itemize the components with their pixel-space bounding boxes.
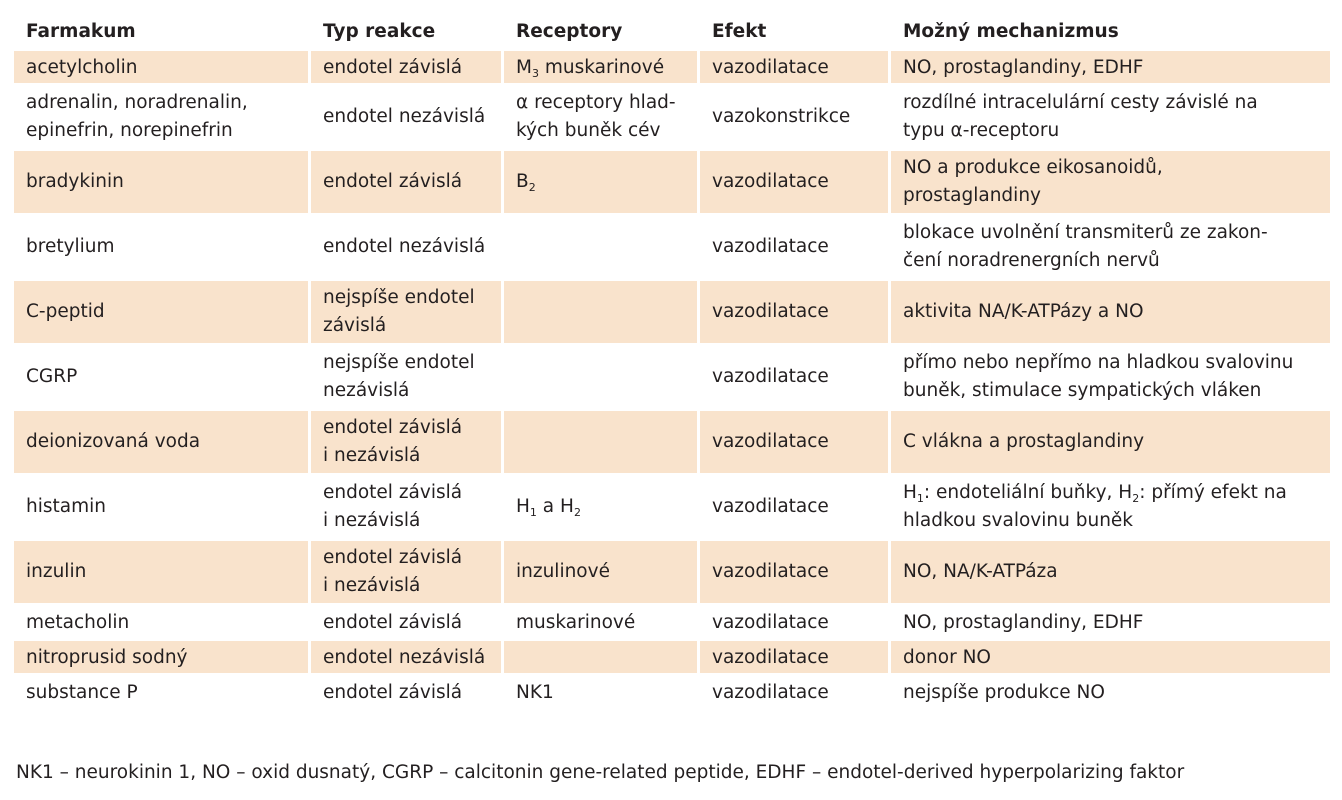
cell-mechanizmus: NO, prostaglandiny, EDHF (891, 606, 1330, 641)
table-header-row (14, 14, 1330, 51)
cell-efekt: vazodilatace (700, 606, 891, 641)
cell-farmakum: inzulin (14, 541, 311, 606)
cell-farmakum: acetylcholin (14, 51, 311, 86)
table-row (14, 641, 1330, 676)
cell-farmakum: bretylium (14, 216, 311, 281)
cell-receptory: α receptory hlad- kých buněk cév (504, 86, 700, 151)
cell-receptory (504, 411, 700, 476)
cell-farmakum: CGRP (14, 346, 311, 411)
cell-typ-reakce: endotel závislá (311, 676, 504, 711)
cell-typ-reakce: endotel závislá (311, 606, 504, 641)
table-row (14, 541, 1330, 606)
column-header-typ-reakce: Typ reakce (311, 14, 504, 51)
cell-receptory: $M_3$ muskarinové (504, 51, 700, 86)
cell-receptory (504, 281, 700, 346)
cell-mechanizmus: donor NO (891, 641, 1330, 676)
cell-mechanizmus: $H_1$: endoteliální buňky, $H_2$: přímý efekt na hladkou svalovinu buněk (891, 476, 1330, 541)
cell-receptory (504, 216, 700, 281)
cell-typ-reakce: endotel závislá i nezávislá (311, 541, 504, 606)
cell-farmakum: adrenalin, noradrenalin, epinefrin, norepinefrin (14, 86, 311, 151)
cell-farmakum: substance P (14, 676, 311, 711)
cell-typ-reakce: endotel nezávislá (311, 641, 504, 676)
table-row (14, 51, 1330, 86)
cell-farmakum: histamin (14, 476, 311, 541)
cell-mechanizmus: blokace uvolnění transmiterů ze zakon- čení noradrenergních nervů (891, 216, 1330, 281)
cell-receptory: $H_1$ a $H_2$ (504, 476, 700, 541)
cell-typ-reakce: endotel závislá i nezávislá (311, 411, 504, 476)
cell-typ-reakce: nejspíše endotel nezávislá (311, 346, 504, 411)
column-header-efekt: Efekt (700, 14, 891, 51)
cell-typ-reakce: endotel nezávislá (311, 86, 504, 151)
cell-mechanizmus: nejspíše produkce NO (891, 676, 1330, 711)
cell-efekt: vazodilatace (700, 51, 891, 86)
table-row (14, 151, 1330, 216)
cell-farmakum: nitroprusid sodný (14, 641, 311, 676)
cell-typ-reakce: endotel nezávislá (311, 216, 504, 281)
table-row (14, 346, 1330, 411)
cell-mechanizmus: přímo nebo nepřímo na hladkou svalovinu buněk, stimulace sympatických vláken (891, 346, 1330, 411)
cell-farmakum: deionizovaná voda (14, 411, 311, 476)
cell-efekt: vazodilatace (700, 541, 891, 606)
cell-efekt: vazodilatace (700, 281, 891, 346)
cell-efekt: vazokonstrikce (700, 86, 891, 151)
table-row (14, 411, 1330, 476)
column-header-farmakum: Farmakum (14, 14, 311, 51)
cell-mechanizmus: C vlákna a prostaglandiny (891, 411, 1330, 476)
cell-mechanizmus: NO, prostaglandiny, EDHF (891, 51, 1330, 86)
table-row (14, 86, 1330, 151)
cell-receptory (504, 346, 700, 411)
cell-receptory: inzulinové (504, 541, 700, 606)
cell-farmakum: metacholin (14, 606, 311, 641)
table-row (14, 281, 1330, 346)
column-header-mechanizmus: Možný mechanizmus (891, 14, 1330, 51)
pharmacology-table (14, 14, 1330, 711)
cell-mechanizmus: NO a produkce eikosanoidů, prostaglandiny (891, 151, 1330, 216)
cell-receptory: muskarinové (504, 606, 700, 641)
cell-mechanizmus: rozdílné intracelulární cesty závislé na typu α-receptoru (891, 86, 1330, 151)
cell-typ-reakce: endotel závislá i nezávislá (311, 476, 504, 541)
cell-mechanizmus: NO, NA/K-ATPáza (891, 541, 1330, 606)
cell-receptory: $B_2$ (504, 151, 700, 216)
cell-farmakum: C-peptid (14, 281, 311, 346)
cell-efekt: vazodilatace (700, 346, 891, 411)
table-row (14, 606, 1330, 641)
table-row (14, 676, 1330, 711)
column-header-receptory: Receptory (504, 14, 700, 51)
cell-efekt: vazodilatace (700, 476, 891, 541)
table-row (14, 216, 1330, 281)
cell-efekt: vazodilatace (700, 151, 891, 216)
cell-typ-reakce: endotel závislá (311, 51, 504, 86)
cell-mechanizmus: aktivita NA/K-ATPázy a NO (891, 281, 1330, 346)
cell-receptory: NK1 (504, 676, 700, 711)
table-row (14, 476, 1330, 541)
cell-typ-reakce: endotel závislá (311, 151, 504, 216)
cell-receptory (504, 641, 700, 676)
cell-typ-reakce: nejspíše endotel závislá (311, 281, 504, 346)
cell-efekt: vazodilatace (700, 411, 891, 476)
cell-efekt: vazodilatace (700, 216, 891, 281)
cell-efekt: vazodilatace (700, 676, 891, 711)
cell-farmakum: bradykinin (14, 151, 311, 216)
cell-efekt: vazodilatace (700, 641, 891, 676)
table-footnote: NK1 – neurokinin 1, NO – oxid dusnatý, CGRP – calcitonin gene-related peptide, EDHF – endotel-derived hyperpolarizing faktor (16, 762, 1185, 783)
